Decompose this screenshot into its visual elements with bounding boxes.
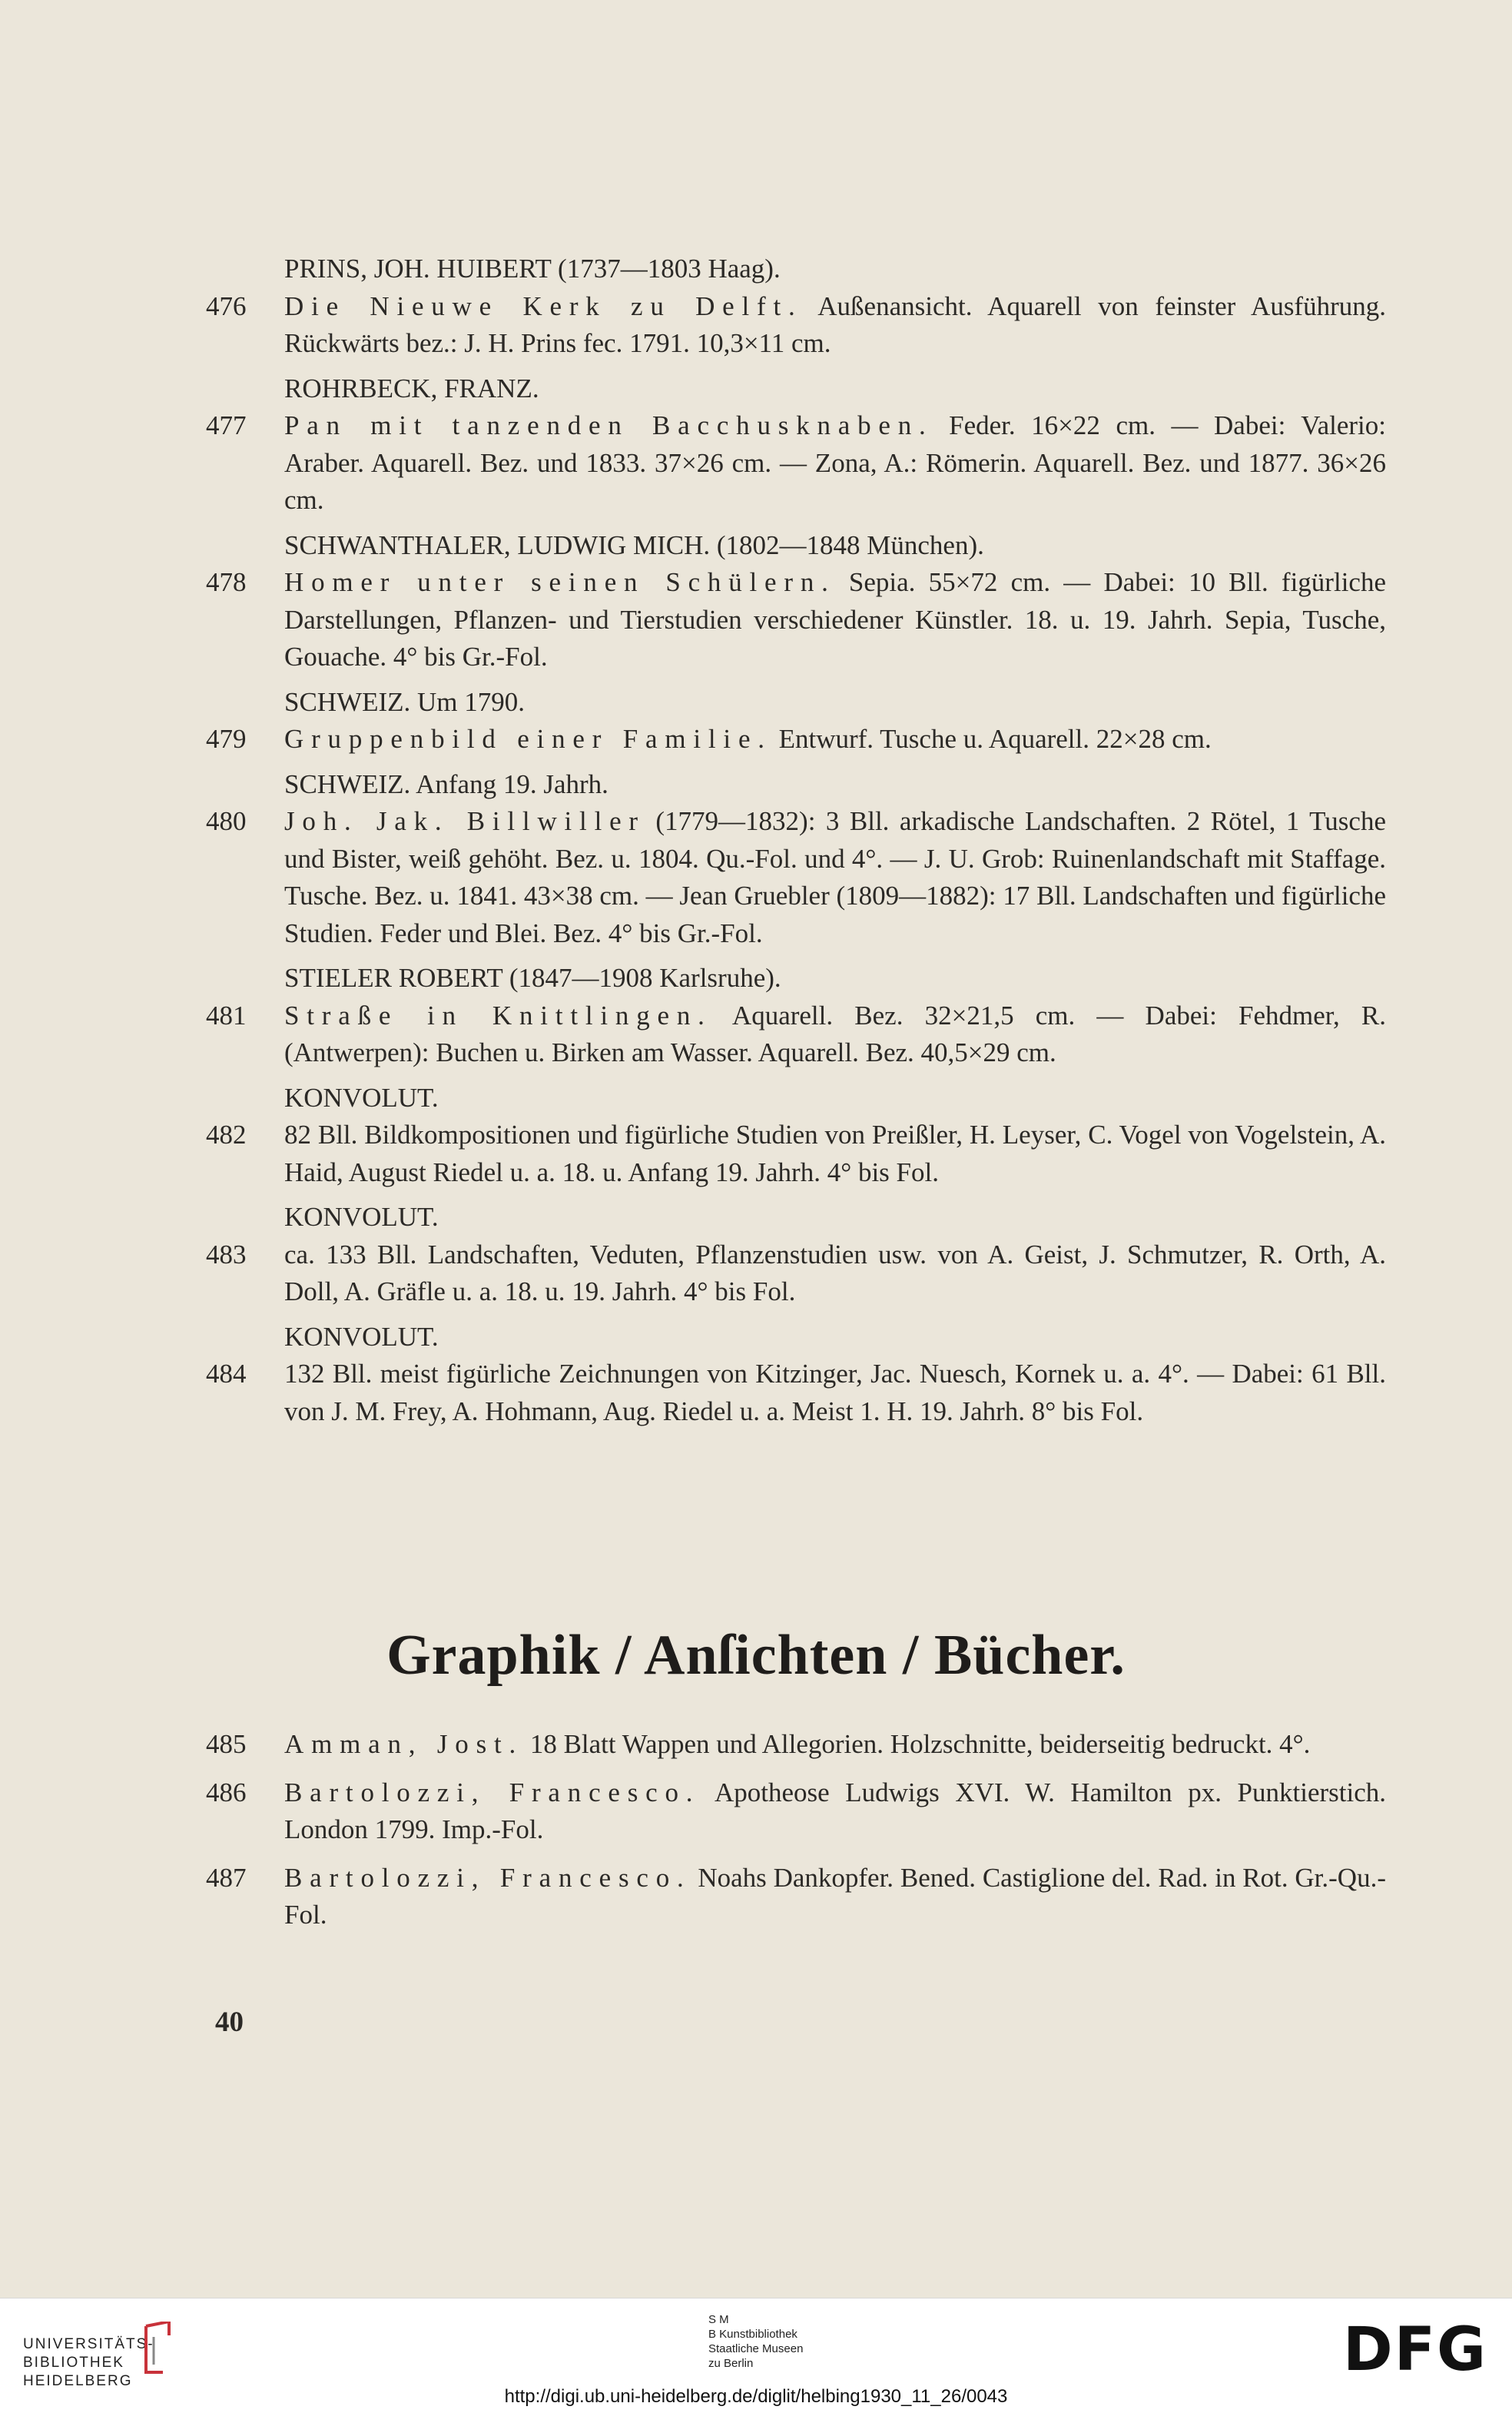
catalog-entry xyxy=(206,288,1386,363)
entry-title: Joh. Jak. Billwiller xyxy=(284,806,645,836)
lot-number: 484 xyxy=(206,1359,247,1389)
catalog-entry xyxy=(206,803,1386,952)
museum-line: S M xyxy=(708,2313,729,2326)
university-logo-icon xyxy=(132,2322,178,2377)
entry-text xyxy=(284,1860,1386,1934)
entry-description: Aquarell. Bez. 32×21,5 cm. — Dabei: Fehdmer, R. (Antwerpen): Buchen u. Birken am Wasser. Aquarell. Bez. 40,5×29 cm. xyxy=(284,1000,1386,1067)
artist-heading: ROHRBECK, FRANZ. xyxy=(284,373,539,403)
lot-number: 482 xyxy=(206,1120,247,1150)
entry-description: 132 Bll. meist figürliche Zeichnungen von Kitzinger, Jac. Nuesch, Kornek u. a. 4°. — Dabei: 61 Bll. von J. M. Frey, A. Hohmann, Aug. Riedel u. a. Meist 1. H. 19. Jahrh. 8° bis Fol. xyxy=(284,1359,1386,1426)
entry-description: 82 Bll. Bildkompositionen und figürliche Studien von Preißler, H. Leyser, C. Vogel von Vogelstein, A. Haid, August Riedel u. a. 18. u. Anfang 19. Jahrh. 4° bis Fol. xyxy=(284,1120,1386,1187)
lot-number: 483 xyxy=(206,1239,247,1270)
catalog-entry xyxy=(206,1356,1386,1430)
catalog-entry xyxy=(206,1117,1386,1191)
catalog-entry xyxy=(206,721,1386,758)
lot-number: 478 xyxy=(206,567,247,597)
museum-line: zu Berlin xyxy=(708,2357,754,2370)
lot-number: 487 xyxy=(206,1862,247,1893)
entry-title: Homer unter seinen Schülern. xyxy=(284,567,836,597)
entry-title: Bartolozzi, Francesco. xyxy=(284,1862,691,1893)
artist-heading: PRINS, JOH. HUIBERT (1737—1803 Haag). xyxy=(284,254,781,284)
entry-description: Außenansicht. Aquarell von feinster Ausführung. Rückwärts bez.: J. H. Prins fec. 1791. 10,3×11 cm. xyxy=(284,290,1386,358)
artist-heading: SCHWANTHALER, LUDWIG MICH. (1802—1848 München). xyxy=(284,529,984,560)
entry-description: Sepia. 55×72 cm. — Dabei: 10 Bll. figürliche Darstellungen, Pflanzen- und Tierstudien verschiedener Künstler. 18. u. 19. Jahrh. Sepia, Tusche, Gouache. 4° bis Gr.-Fol. xyxy=(284,567,1386,672)
entry-title: Pan mit tanzenden Bacchusknaben. xyxy=(284,410,933,440)
entry-text xyxy=(284,1774,1386,1849)
university-line: BIBLIOTHEK xyxy=(23,2355,124,2371)
entry-description: Feder. 16×22 cm. — Dabei: Valerio: Araber. Aquarell. Bez. und 1833. 37×26 cm. — Zona, A.: Römerin. Aquarell. Bez. und 1877. 36×26 cm. xyxy=(284,410,1386,515)
entry-text xyxy=(284,407,1386,519)
catalog-entry xyxy=(206,1726,1386,1764)
artist-heading: STIELER ROBERT (1847—1908 Karlsruhe). xyxy=(284,963,781,993)
entry-title: Gruppenbild einer Familie. xyxy=(284,724,772,754)
museum-line: Staatliche Museen xyxy=(708,2342,804,2355)
artist-heading: KONVOLUT. xyxy=(284,1202,439,1232)
entry-title: Straße in Knittlingen. xyxy=(284,1000,712,1031)
museum-credit xyxy=(708,2312,803,2371)
university-line: HEIDELBERG xyxy=(23,2373,133,2389)
entry-description: 18 Blatt Wappen und Allegorien. Holzschnitte, beiderseitig bedruckt. 4°. xyxy=(523,1729,1311,1759)
university-line: UNIVERSITÄTS- xyxy=(23,2336,154,2352)
catalog-entry xyxy=(206,407,1386,519)
entry-description: Apotheose Ludwigs XVI. W. Hamilton px. Punktierstich. London 1799. Imp.-Fol. xyxy=(284,1777,1386,1844)
lot-number: 481 xyxy=(206,1000,247,1031)
lot-number: 479 xyxy=(206,724,247,754)
entry-text xyxy=(284,721,1386,758)
catalog-entries xyxy=(206,251,1386,1430)
source-url-link[interactable]: http://digi.ub.uni-heidelberg.de/diglit/helbing1930_11_26/0043 xyxy=(504,2386,1008,2407)
graphik-entries xyxy=(206,1726,1386,1945)
footer-bar xyxy=(0,2298,1512,2413)
entry-description: ca. 133 Bll. Landschaften, Veduten, Pflanzenstudien usw. von A. Geist, J. Schmutzer, R. Orth, A. Doll, A. Gräfle u. a. 18. u. 19. Jahrh. 4° bis Fol. xyxy=(284,1239,1386,1306)
entry-text xyxy=(284,1726,1386,1764)
entry-title: Die Nieuwe Kerk zu Delft. xyxy=(284,290,803,321)
lot-number: 486 xyxy=(206,1777,247,1807)
entry-description: (1779—1832): 3 Bll. arkadische Landschaften. 2 Rötel, 1 Tusche und Bister, weiß gehöht. Bez. u. 1804. Qu.-Fol. und 4°. — J. U. Grob: Ruinenlandschaft mit Staffage. Tusche. Bez. u. 1841. 43×38 cm. — Jean Gruebler (1809—1882): 17 Bll. Landschaften und figürliche Studien. Feder und Blei. Bez. 4° bis Gr.-Fol. xyxy=(284,806,1386,948)
artist-heading: SCHWEIZ. Um 1790. xyxy=(284,686,526,717)
catalog-entry xyxy=(206,564,1386,676)
entry-text xyxy=(284,564,1386,676)
dfg-logo: DFG xyxy=(1343,2315,1488,2385)
lot-number: 476 xyxy=(206,290,247,321)
entry-title: Bartolozzi, Francesco. xyxy=(284,1777,701,1807)
artist-heading: SCHWEIZ. Anfang 19. Jahrh. xyxy=(284,768,608,799)
artist-heading: KONVOLUT. xyxy=(284,1082,439,1113)
lot-number: 477 xyxy=(206,410,247,440)
page-number: 40 xyxy=(215,2006,244,2038)
catalog-entry xyxy=(206,1860,1386,1934)
entry-description: Noahs Dankopfer. Bened. Castiglione del. Rad. in Rot. Gr.-Qu.-Fol. xyxy=(284,1862,1386,1930)
catalog-entry xyxy=(206,1236,1386,1311)
entry-title: Amman, Jost. xyxy=(284,1729,524,1759)
museum-line: B Kunstbibliothek xyxy=(708,2328,797,2341)
entry-description: Entwurf. Tusche u. Aquarell. 22×28 cm. xyxy=(771,724,1212,754)
artist-heading: KONVOLUT. xyxy=(284,1321,439,1352)
lot-number: 485 xyxy=(206,1729,247,1759)
catalog-entry xyxy=(206,1774,1386,1849)
catalog-entry xyxy=(206,997,1386,1072)
entry-text xyxy=(284,803,1386,952)
entry-text xyxy=(284,288,1386,363)
section-heading: Graphik / Anſichten / Bücher. xyxy=(386,1624,1126,1687)
entry-text xyxy=(284,997,1386,1072)
lot-number: 480 xyxy=(206,806,247,836)
